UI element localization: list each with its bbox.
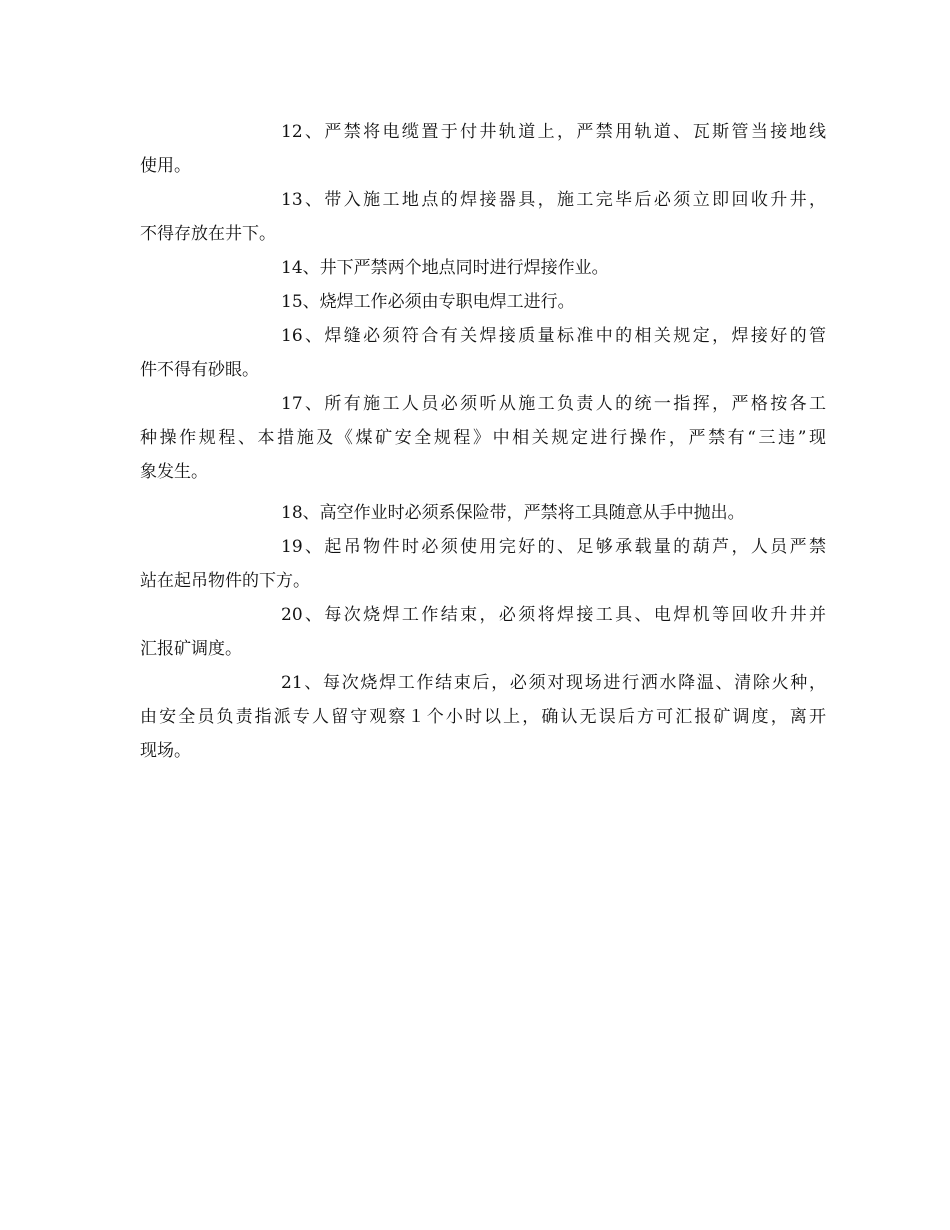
item-21-line-1: 21、每次烧焊工作结束后，必须对现场进行洒水降温、清除火种，: [281, 673, 826, 693]
item-18-line-1: 18、高空作业时必须系保险带，严禁将工具随意从手中抛出。: [281, 503, 745, 523]
item-21-line-3: 现场。: [140, 741, 191, 761]
item-20-line-2: 汇报矿调度。: [140, 639, 242, 659]
item-16-line-2: 件不得有砂眼。: [140, 360, 259, 380]
item-16-line-1: 16、焊缝必须符合有关焊接质量标准中的相关规定，焊接好的管: [281, 326, 826, 346]
item-21-line-2: 由安全员负责指派专人留守观察１个小时以上，确认无误后方可汇报矿调度，离开: [140, 707, 826, 727]
item-17-line-1: 17、所有施工人员必须听从施工负责人的统一指挥，严格按各工: [281, 394, 826, 414]
item-17-line-3: 象发生。: [140, 462, 208, 482]
item-14-line-1: 14、井下严禁两个地点同时进行焊接作业。: [281, 258, 609, 278]
item-17-line-2: 种操作规程、本措施及《煤矿安全规程》中相关规定进行操作，严禁有“三违”现: [140, 428, 826, 448]
item-15-line-1: 15、烧焊工作必须由专职电焊工进行。: [281, 292, 575, 312]
item-20-line-1: 20、每次烧焊工作结束，必须将焊接工具、电焊机等回收升井并: [281, 605, 826, 625]
item-13-line-2: 不得存放在井下。: [140, 224, 276, 244]
item-12-line-2: 使用。: [140, 156, 191, 176]
item-19-line-1: 19、起吊物件时必须使用完好的、足够承载量的葫芦，人员严禁: [281, 537, 826, 557]
item-12-line-1: 12、严禁将电缆置于付井轨道上，严禁用轨道、瓦斯管当接地线: [281, 122, 826, 142]
item-19-line-2: 站在起吊物件的下方。: [140, 571, 310, 591]
item-13-line-1: 13、带入施工地点的焊接器具，施工完毕后必须立即回收升井，: [281, 190, 826, 210]
